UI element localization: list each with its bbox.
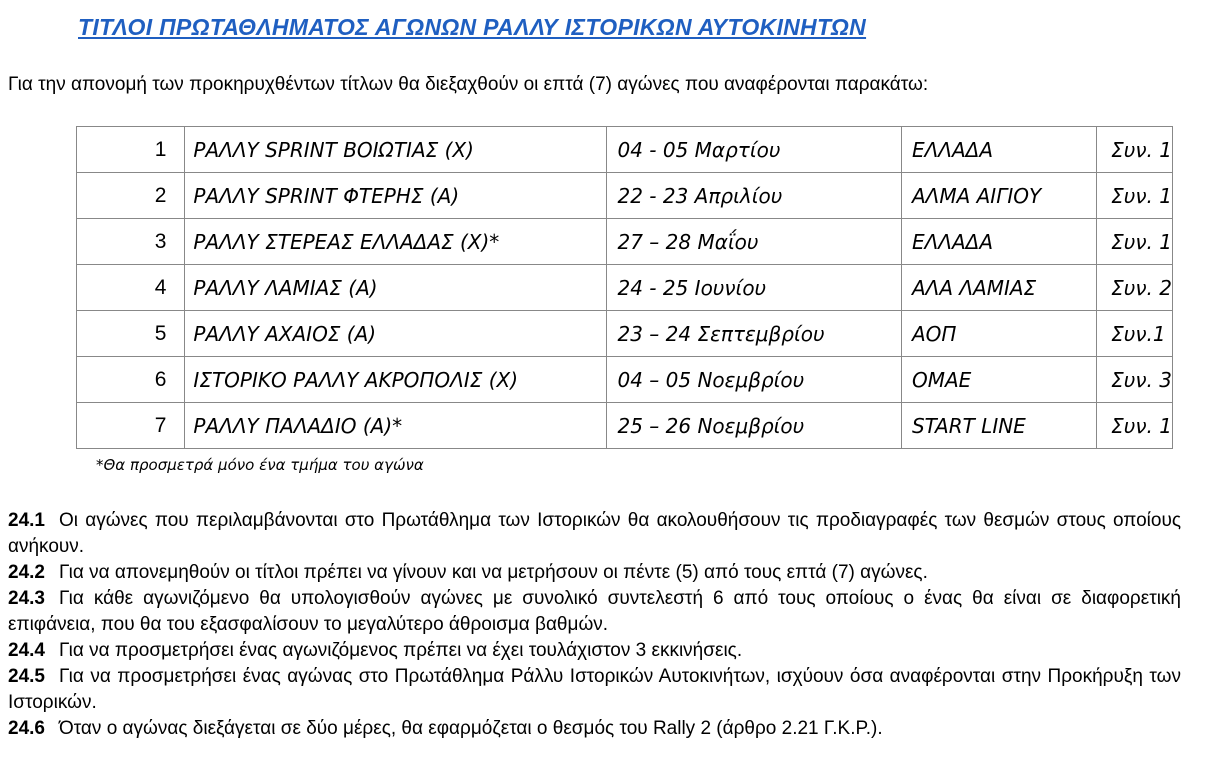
article-24-4 xyxy=(8,638,1181,664)
race-coefficient: Συν. 1 xyxy=(1097,173,1173,219)
race-organizer: ΕΛΛΑΔΑ xyxy=(901,127,1096,173)
article-number: 24.1 xyxy=(8,510,45,531)
article-text: Οι αγώνες που περιλαμβάνονται στο Πρωτάθλημα των Ιστορικών θα ακολουθήσουν τις προδιαγραφές των θεσμών στους οποίους ανήκουν. xyxy=(8,510,1181,557)
table-row xyxy=(77,311,1173,357)
race-number: 1 xyxy=(77,127,185,173)
table-row xyxy=(77,219,1173,265)
race-date: 27 – 28 Μαΐου xyxy=(607,219,901,265)
race-date: 22 - 23 Απριλίου xyxy=(607,173,901,219)
race-name: ΡΑΛΛΥ SPRINT ΒΟΙΩΤΙΑΣ (Χ) xyxy=(185,127,607,173)
race-number: 6 xyxy=(77,357,185,403)
article-number: 24.3 xyxy=(8,588,45,609)
article-24-1 xyxy=(8,508,1181,560)
table-row xyxy=(77,357,1173,403)
race-number: 7 xyxy=(77,403,185,449)
race-name: ΡΑΛΛΥ ΑΧΑΙΟΣ (Α) xyxy=(185,311,607,357)
race-date: 23 – 24 Σεπτεμβρίου xyxy=(607,311,901,357)
race-organizer: START LINE xyxy=(901,403,1096,449)
table-row xyxy=(77,265,1173,311)
race-number: 4 xyxy=(77,265,185,311)
race-date: 25 – 26 Νοεμβρίου xyxy=(607,403,901,449)
table-footnote: *Θα προσμετρά μόνο ένα τμήμα του αγώνα xyxy=(96,456,424,474)
race-date: 04 – 05 Νοεμβρίου xyxy=(607,357,901,403)
race-number: 5 xyxy=(77,311,185,357)
table-row xyxy=(77,127,1173,173)
article-number: 24.2 xyxy=(8,562,45,583)
article-24-3 xyxy=(8,586,1181,638)
article-24-5 xyxy=(8,664,1181,716)
race-number: 3 xyxy=(77,219,185,265)
race-name: ΡΑΛΛΥ ΛΑΜΙΑΣ (Α) xyxy=(185,265,607,311)
race-number: 2 xyxy=(77,173,185,219)
race-organizer: ΕΛΛΑΔΑ xyxy=(901,219,1096,265)
article-number: 24.6 xyxy=(8,718,45,739)
race-organizer: ΑΛΜΑ ΑΙΓΙΟΥ xyxy=(901,173,1096,219)
article-24-2 xyxy=(8,560,1181,586)
page-title: ΤΙΤΛΟΙ ΠΡΩΤΑΘΛΗΜΑΤΟΣ ΑΓΩΝΩΝ ΡΑΛΛΥ ΙΣΤΟΡΙΚΩΝ ΑΥΤΟΚΙΝΗΤΩΝ xyxy=(78,14,867,40)
race-coefficient: Συν. 1 xyxy=(1097,127,1173,173)
article-text: Για να απονεμηθούν οι τίτλοι πρέπει να γίνουν και να μετρήσουν οι πέντε (5) από τους επτά (7) αγώνες. xyxy=(58,562,928,583)
table-row xyxy=(77,403,1173,449)
article-number: 24.4 xyxy=(8,640,45,661)
intro-paragraph: Για την απονομή των προκηρυχθέντων τίτλων θα διεξαχθούν οι επτά (7) αγώνες που αναφέρονται παρακάτω: xyxy=(8,74,929,95)
race-organizer: ΑΟΠ xyxy=(901,311,1096,357)
race-name: ΡΑΛΛΥ SPRINT ΦΤΕΡΗΣ (Α) xyxy=(185,173,607,219)
race-coefficient: Συν. 1 xyxy=(1097,403,1173,449)
race-coefficient: Συν. 3 xyxy=(1097,357,1173,403)
race-name: ΡΑΛΛΥ ΣΤΕΡΕΑΣ ΕΛΛΑΔΑΣ (Χ)* xyxy=(185,219,607,265)
article-text: Όταν ο αγώνας διεξάγεται σε δύο μέρες, θα εφαρμόζεται ο θεσμός του Rally 2 (άρθρο 2.21 Γ.Κ.Ρ.). xyxy=(58,718,883,739)
race-organizer: ΟΜΑΕ xyxy=(901,357,1096,403)
race-name: ΙΣΤΟΡΙΚΟ ΡΑΛΛΥ ΑΚΡΟΠΟΛΙΣ (Χ) xyxy=(185,357,607,403)
article-text: Για κάθε αγωνιζόμενο θα υπολογισθούν αγώνες με συνολικό συντελεστή 6 από τους οποίους ο ένας θα είναι σε διαφορετική επιφάνεια, που θα του εξασφαλίσουν το μεγαλύτερο άθροισμα βαθμών. xyxy=(8,588,1181,635)
race-coefficient: Συν. 1 xyxy=(1097,219,1173,265)
race-name: ΡΑΛΛΥ ΠΑΛΑΔΙΟ (Α)* xyxy=(185,403,607,449)
article-text: Για να προσμετρήσει ένας αγωνιζόμενος πρέπει να έχει τουλάχιστον 3 εκκινήσεις. xyxy=(58,640,743,661)
table-row xyxy=(77,173,1173,219)
article-24-6 xyxy=(8,716,1181,742)
article-number: 24.5 xyxy=(8,666,45,687)
race-coefficient: Συν.1 xyxy=(1097,311,1173,357)
race-date: 04 - 05 Μαρτίου xyxy=(607,127,901,173)
race-coefficient: Συν. 2 xyxy=(1097,265,1173,311)
race-date: 24 - 25 Ιουνίου xyxy=(607,265,901,311)
races-table xyxy=(76,126,1173,449)
articles-section xyxy=(8,508,1181,742)
race-organizer: ΑΛΑ ΛΑΜΙΑΣ xyxy=(901,265,1096,311)
article-text: Για να προσμετρήσει ένας αγώνας στο Πρωτάθλημα Ράλλυ Ιστορικών Αυτοκινήτων, ισχύουν όσα αναφέρονται στην Προκήρυξη των Ιστορικών. xyxy=(8,666,1181,713)
